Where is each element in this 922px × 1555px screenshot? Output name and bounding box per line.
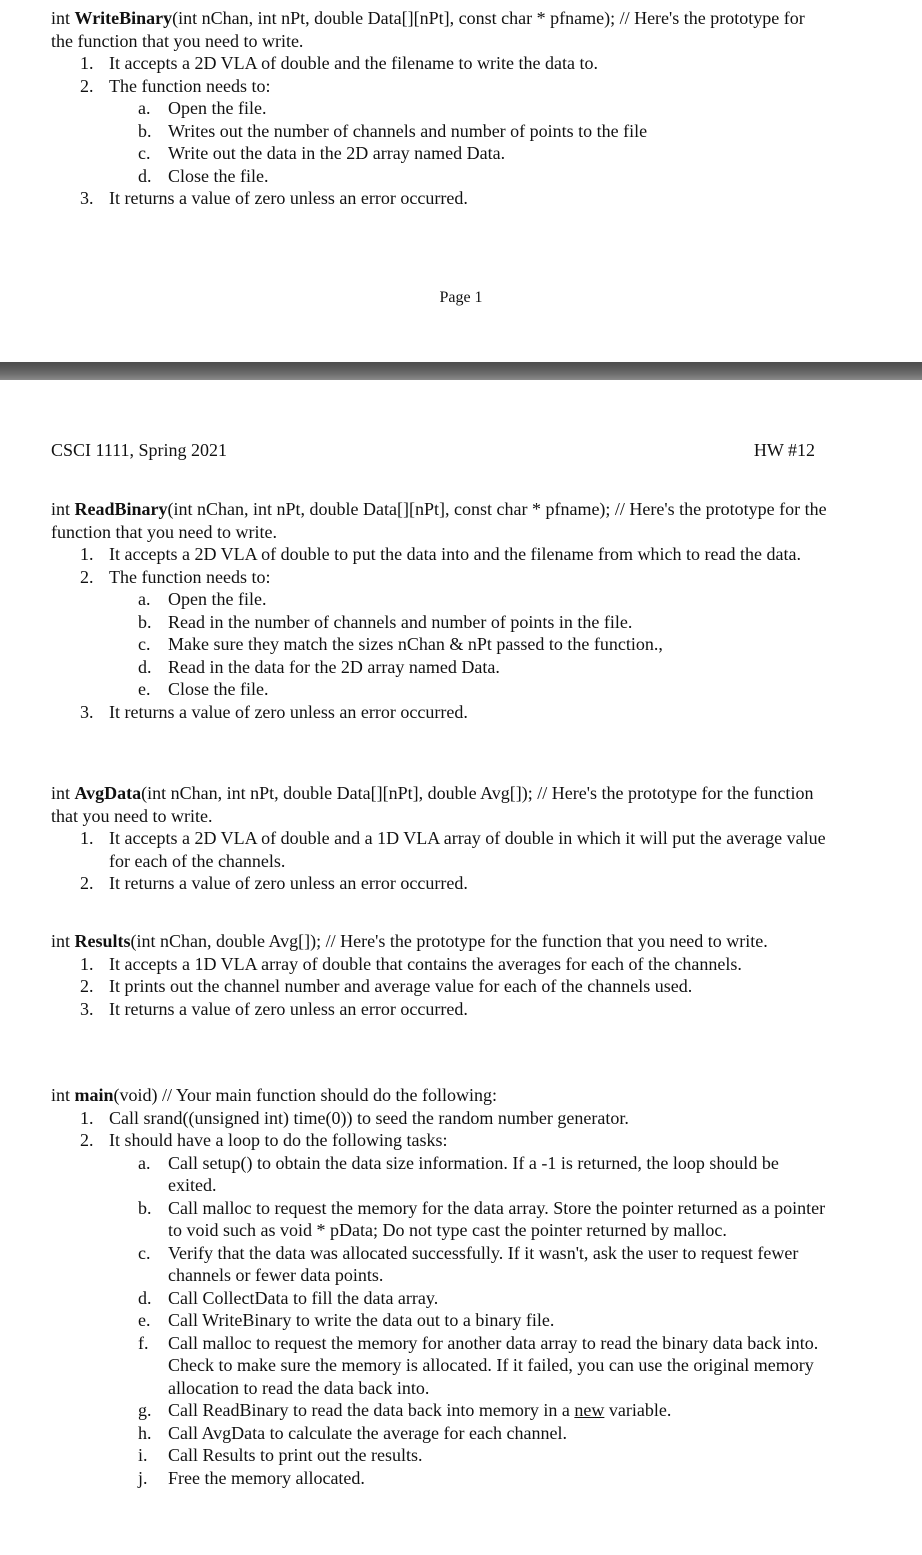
- list-item: c. Write out the data in the 2D array named Data.: [138, 143, 506, 163]
- results-section: [51, 930, 831, 1020]
- page-separator: [0, 362, 922, 380]
- write-binary-prototype: int WriteBinary(int nChan, int nPt, double Data[][nPt], const char * pfname); // Here's the prototype for the function that you need to write.: [51, 8, 805, 51]
- list-item: e. Close the file.: [138, 679, 269, 699]
- avg-data-prototype: int AvgData(int nChan, int nPt, double Data[][nPt], double Avg[]); // Here's the prototype for the function that you need to write.: [51, 783, 814, 826]
- avg-data-list: [51, 827, 831, 895]
- read-binary-sublist: [51, 588, 831, 701]
- read-binary-section: [51, 498, 831, 723]
- write-binary-section: [51, 7, 831, 210]
- list-item: 2. The function needs to: a. Open the file. b. Read in the number of channels and number of points in the file. c. Make sure they match the sizes nChan & nPt passed to the function., d. Read in the data for the 2D array named Data. e. Close the file.: [51, 566, 831, 701]
- list-item: e. Call WriteBinary to write the data out to a binary file.: [138, 1310, 555, 1330]
- list-item: 2. It prints out the channel number and average value for each of the channels used.: [80, 976, 693, 996]
- function-name: WriteBinary: [74, 8, 173, 28]
- underlined-word: new: [574, 1400, 605, 1420]
- list-item: j. Free the memory allocated.: [138, 1467, 365, 1488]
- page-number: Page 1: [439, 289, 483, 306]
- page-1: [0, 0, 922, 362]
- list-item: d. Call CollectData to fill the data array.: [138, 1287, 439, 1308]
- list-item: 1. It accepts a 2D VLA of double and the filename to write the data to.: [80, 53, 599, 73]
- main-prototype: int main(void) // Your main function should do the following:: [51, 1085, 498, 1105]
- write-binary-sublist: [51, 97, 831, 187]
- list-item: a. Open the file.: [138, 98, 267, 118]
- list-item: 1. Call srand((unsigned int) time(0)) to seed the random number generator.: [80, 1107, 629, 1128]
- function-name: Results: [74, 931, 131, 951]
- list-item: c. Make sure they match the sizes nChan & nPt passed to the function.,: [138, 634, 663, 654]
- list-item: d. Read in the data for the 2D array named Data.: [138, 656, 500, 677]
- function-name: main: [74, 1085, 114, 1105]
- page-2: [0, 380, 922, 1555]
- list-item: 2. It returns a value of zero unless an error occurred.: [80, 873, 468, 893]
- list-item: b. Call malloc to request the memory for the data array. Store the pointer returned as a pointer to void such as void * pData; Do not type cast the pointer returned by malloc.: [138, 1197, 826, 1240]
- main-list: [51, 1107, 831, 1490]
- header-course: CSCI 1111, Spring 2021: [51, 440, 228, 460]
- list-item: b. Writes out the number of channels and number of points to the file: [138, 120, 648, 141]
- list-item: a. Open the file.: [138, 589, 267, 609]
- list-item: 3. It returns a value of zero unless an error occurred.: [80, 998, 468, 1019]
- list-item: 2. The function needs to: a. Open the file. b. Writes out the number of channels and number of points to the file c. Write out the data in the 2D array named Data. d. Close the file.: [51, 75, 831, 188]
- list-item: 2. It should have a loop to do the following tasks: a. Call setup() to obtain the data size information. If a -1 is returned, the loop should be exited. b. Call malloc to request the memory for the data array. Store the pointer returned as a pointer to void such as void * pData; Do not type cast the pointer returned by malloc. c. Verify that the data was allocated successfully. If it wasn't, ask the user to request fewer channels or fewer data points. d. Call CollectData to fill the data array. e. Call WriteBinary to write the data out to a binary file. f. Call malloc to request the memory for another data array to read the binary data back into. Check to make sure the memory is allocated. If it failed, you can use the original memory allocation to read the data back into. g. Call ReadBinary to read the data back into memory in a new variable. h. Call AvgData to calculate the average for each channel. i. Call Results to print out the results. j. Free the memory allocated.: [51, 1129, 831, 1489]
- list-item: 3. It returns a value of zero unless an error occurred.: [80, 188, 468, 208]
- function-name: ReadBinary: [74, 499, 168, 519]
- list-item: b. Read in the number of channels and number of points in the file.: [138, 611, 633, 632]
- list-item: 1. It accepts a 2D VLA of double to put the data into and the filename from which to read the data.: [80, 544, 801, 564]
- list-item: g. Call ReadBinary to read the data back into memory in a new variable.: [138, 1400, 672, 1420]
- function-name: AvgData: [74, 783, 142, 803]
- avg-data-section: [51, 782, 831, 895]
- header-assignment: HW #12: [753, 440, 815, 460]
- list-item: c. Verify that the data was allocated successfully. If it wasn't, ask the user to request fewer channels or fewer data points.: [138, 1242, 799, 1285]
- list-item: d. Close the file.: [138, 165, 269, 186]
- main-sublist: [51, 1152, 831, 1490]
- list-item: h. Call AvgData to calculate the average for each channel.: [138, 1422, 567, 1443]
- list-item: i. Call Results to print out the results.: [138, 1445, 423, 1465]
- results-prototype: int Results(int nChan, double Avg[]); // Here's the prototype for the function that you need to write.: [51, 931, 768, 951]
- list-item: a. Call setup() to obtain the data size information. If a -1 is returned, the loop should be exited.: [138, 1152, 779, 1195]
- list-item: 3. It returns a value of zero unless an error occurred.: [80, 701, 468, 722]
- list-item: 1. It accepts a 2D VLA of double and a 1D VLA array of double in which it will put the average value for each of the channels.: [80, 828, 826, 871]
- list-item: 1. It accepts a 1D VLA array of double that contains the averages for each of the channels.: [80, 953, 742, 974]
- results-list: [51, 953, 831, 1021]
- write-binary-list: [51, 52, 831, 210]
- read-binary-prototype: int ReadBinary(int nChan, int nPt, double Data[][nPt], const char * pfname); // Here's the prototype for the function that you need to write.: [51, 499, 827, 542]
- list-item: f. Call malloc to request the memory for another data array to read the binary data back into. Check to make sure the memory is allocated. If it failed, you can use the original memory allocation to read the data back into.: [138, 1332, 819, 1398]
- main-section: [51, 1084, 831, 1489]
- read-binary-list: [51, 543, 831, 723]
